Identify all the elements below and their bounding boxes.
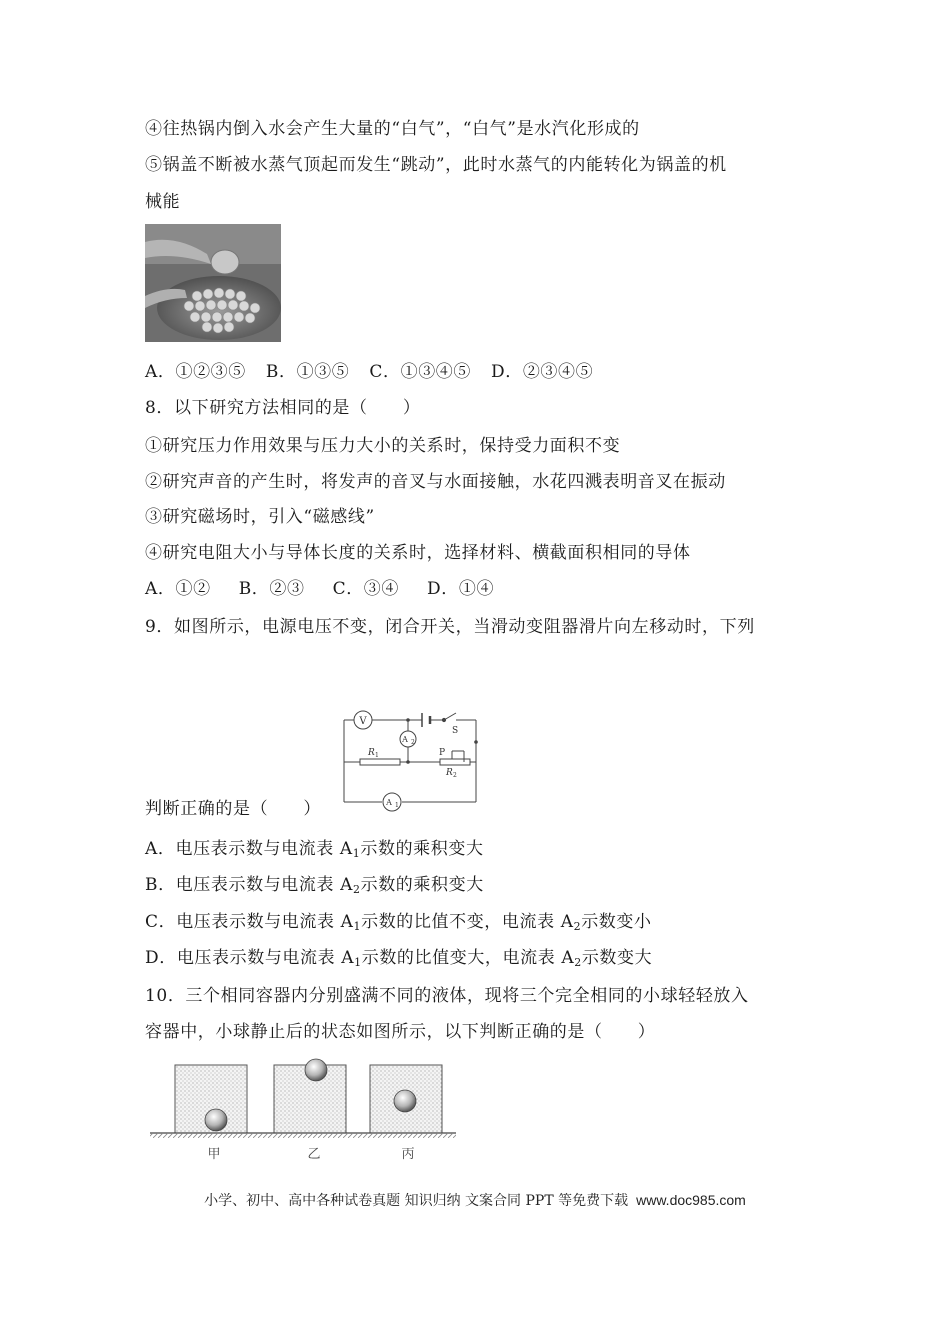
r2-sub: 2 <box>453 772 457 779</box>
r2-label: R <box>446 768 453 778</box>
q9-option-b-sub: 2 <box>352 883 361 896</box>
q9-option-c-sub2: 2 <box>573 920 582 933</box>
q9-option-c-text: C．电压表示数与电流表 A <box>145 912 354 932</box>
q7-statement-4: ④往热锅内倒入水会产生大量的“白气”，“白气”是水汽化形成的 <box>145 119 640 139</box>
container-label-bing: 丙 <box>401 1147 415 1162</box>
q8-item-3: ③研究磁场时，引入“磁感线” <box>145 507 375 527</box>
q10-stem: 10．三个相同容器内分别盛满不同的液体，现将三个完全相同的小球轻轻放入 <box>145 986 749 1006</box>
q9-option-b-tail: 示数的乘积变大 <box>360 875 484 895</box>
ammeter1-label: A <box>386 798 392 807</box>
footer-url[interactable]: www.doc985.com <box>636 1192 746 1208</box>
container-label-jia: 甲 <box>207 1147 221 1162</box>
r1-sub: 1 <box>375 752 379 759</box>
q9-option-d-sub: 1 <box>354 956 362 969</box>
q9-option-a-tail: 示数的乘积变大 <box>360 839 484 859</box>
q7-option-b[interactable]: B．①③⑤ <box>265 362 350 382</box>
q7-statement-5-cont: 械能 <box>145 192 181 212</box>
q8-item-1: ①研究压力作用效果与压力大小的关系时，保持受力面积不变 <box>145 436 621 456</box>
r1-label: R <box>368 748 375 758</box>
q9-option-b[interactable] <box>145 873 484 902</box>
q9-circuit-diagram <box>340 705 485 815</box>
q8-item-2: ②研究声音的产生时，将发声的音叉与水面接触，水花四溅表明音叉在振动 <box>145 472 726 492</box>
q7-statement-5: ⑤锅盖不断被水蒸气顶起而发生“跳动”，此时水蒸气的内能转化为锅盖的机 <box>145 155 727 175</box>
footer-text: 小学、初中、高中各种试卷真题 知识归纳 文案合同 PPT 等免费下载 <box>204 1193 629 1209</box>
q9-stem: 9．如图所示，电源电压不变，闭合开关，当滑动变阻器滑片向左移动时，下列 <box>145 617 755 637</box>
q10-stem-cont: 容器中，小球静止后的状态如图所示，以下判断正确的是（ ） <box>145 1022 656 1042</box>
q8-option-b[interactable]: B．②③ <box>238 579 305 599</box>
q9-option-a-sub: 1 <box>352 847 361 860</box>
container-label-yi: 乙 <box>307 1147 321 1162</box>
q9-option-d-text: D．电压表示数与电流表 A <box>145 948 355 968</box>
q7-option-c[interactable]: C．①③④⑤ <box>369 362 471 382</box>
page-footer <box>0 1190 950 1210</box>
q9-option-c-tail: 示数变小 <box>581 912 652 932</box>
q8-stem: 8．以下研究方法相同的是（ ） <box>145 398 421 418</box>
q9-option-c[interactable] <box>145 910 652 939</box>
q8-options <box>145 577 514 601</box>
switch-label: S <box>452 726 459 736</box>
q8-option-c[interactable]: C．③④ <box>332 579 400 599</box>
q9-stem-cont: 判断正确的是（ ） <box>145 799 321 819</box>
q9-option-b-text: B．电压表示数与电流表 A <box>145 875 353 895</box>
ammeter2-sub: 2 <box>411 739 415 746</box>
q9-option-c-sub: 1 <box>353 920 362 933</box>
q9-option-a[interactable] <box>145 837 484 866</box>
q9-option-d-mid: 示数的比值变大，电流表 A <box>361 948 575 968</box>
slider-label: P <box>439 748 446 758</box>
q7-options <box>145 360 613 384</box>
q10-containers-figure <box>148 1058 458 1168</box>
ammeter1-sub: 1 <box>395 802 399 809</box>
q7-photo <box>145 224 281 342</box>
q9-option-a-text: A．电压表示数与电流表 A <box>145 839 353 859</box>
q9-option-d-tail: 示数变大 <box>581 948 653 968</box>
q8-option-a[interactable]: A．①② <box>145 579 211 599</box>
q8-option-d[interactable]: D．①④ <box>427 579 495 599</box>
q8-item-4: ④研究电阻大小与导体长度的关系时，选择材料、横截面积相同的导体 <box>145 543 691 563</box>
q9-option-d-sub2: 2 <box>574 956 582 969</box>
q7-option-d[interactable]: D．②③④⑤ <box>491 362 594 382</box>
ammeter2-label: A <box>402 735 408 744</box>
q9-option-c-mid: 示数的比值不变，电流表 A <box>361 912 574 932</box>
q9-option-d[interactable] <box>145 946 652 975</box>
voltmeter-label: V <box>359 716 367 727</box>
q7-option-a[interactable]: A．①②③⑤ <box>145 362 246 382</box>
